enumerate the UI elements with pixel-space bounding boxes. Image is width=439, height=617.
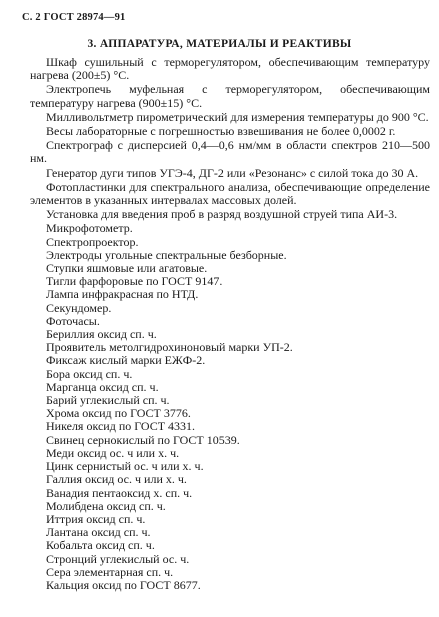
list-item: Ванадия пентаоксид х. сп. ч. <box>46 485 193 500</box>
paragraph-muffle-furnace: Электропечь муфельная с терморегулятором, обеспечивающим температуру нагрева (900±15) °С. <box>30 82 430 110</box>
list-item: Молибдена оксид сп. ч. <box>46 498 166 513</box>
list-item: Кобальта оксид сп. ч. <box>46 538 155 553</box>
list-item: Никеля оксид по ГОСТ 4331. <box>46 419 196 434</box>
paragraph-drying-cabinet: Шкаф сушильный с терморегулятором, обеспечивающим температуру нагрева (200±5) °С. <box>30 55 430 83</box>
list-item: Иттрия оксид сп. ч. <box>46 511 146 526</box>
list-item: Тигли фарфоровые по ГОСТ 9147. <box>46 274 223 289</box>
list-item: Микрофотометр. <box>46 221 133 236</box>
paragraph-photoplates: Фотопластинки для спектрального анализа, обеспечивающие определение элементов в указанных интервалах массовых долей. <box>30 179 430 208</box>
list-item: Сера элементарная сп. ч. <box>46 564 174 579</box>
list-item: Меди оксид ос. ч или х. ч. <box>46 445 180 460</box>
list-item: Кальция оксид по ГОСТ 8677. <box>46 577 201 592</box>
list-item: Спектропроектор. <box>46 234 139 249</box>
list-item: Фиксаж кислый марки ЕЖФ-2. <box>46 353 206 368</box>
list-item: Проявитель метолгидрохиноновый марки УП-2. <box>46 340 293 355</box>
list-item: Марганца оксид сп. ч. <box>46 379 159 394</box>
list-item: Хрома оксид по ГОСТ 3776. <box>46 406 191 421</box>
document-body <box>30 56 430 592</box>
list-item: Барий углекислый сп. ч. <box>46 393 170 408</box>
list-item: Цинк сернистый ос. ч или х. ч. <box>46 459 204 474</box>
paragraph-spectrograph: Спектрограф с дисперсией 0,4—0,6 нм/мм в области спектров 210—500 нм. <box>30 138 430 166</box>
list-item: Ступки яшмовые или агатовые. <box>46 261 208 276</box>
list-item: Стронций углекислый ос. ч. <box>46 551 190 566</box>
list-item: Бора оксид сп. ч. <box>46 366 133 381</box>
list-item: Электроды угольные спектральные безборные. <box>46 247 287 262</box>
list-item: Свинец сернокислый по ГОСТ 10539. <box>46 432 240 447</box>
list-item: Фоточасы. <box>46 313 100 328</box>
page-header: С. 2 ГОСТ 28974—91 <box>22 12 126 23</box>
list-item: Галлия оксид ос. ч или х. ч. <box>46 472 187 487</box>
list-item: Лантана оксид сп. ч. <box>46 525 151 540</box>
section-title: 3. АППАРАТУРА, МАТЕРИАЛЫ И РЕАКТИВЫ <box>87 38 352 50</box>
list-item: Секундомер. <box>46 300 112 315</box>
list-item: Бериллия оксид сп. ч. <box>46 327 157 342</box>
paragraph-scales: Весы лабораторные с погрешностью взвешивания не более 0,0002 г. <box>46 124 396 139</box>
paragraph-millivoltmeter: Милливольтметр пирометрический для измерения температуры до 900 °С. <box>46 109 429 124</box>
paragraph-arc-generator: Генератор дуги типов УГЭ-4, ДГ-2 или «Резонанс» с силой тока до 30 А. <box>46 165 419 180</box>
paragraph-sample-unit: Установка для введения проб в разряд воздушной струей типа АИ-3. <box>46 207 398 222</box>
list-item: Лампа инфракрасная по НТД. <box>46 287 199 302</box>
